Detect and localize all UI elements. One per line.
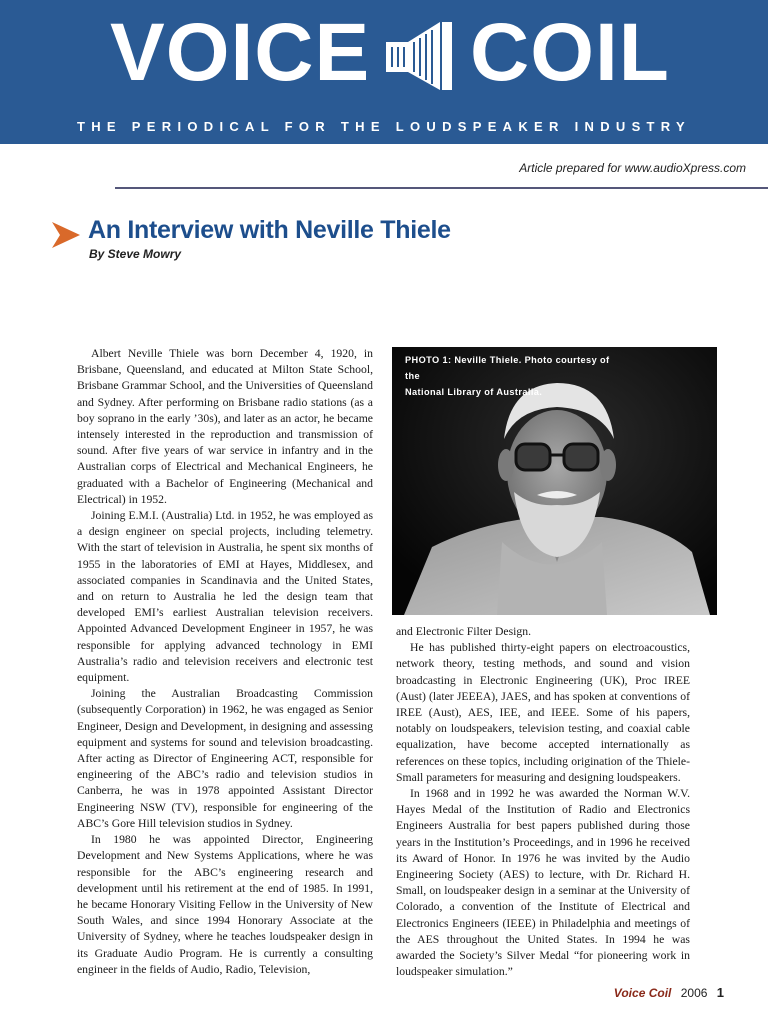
logo-text-voice: VOICE (110, 7, 371, 98)
header-divider (115, 187, 768, 189)
paragraph-emi: Joining E.M.I. (Australia) Ltd. in 1952, he was employed as a design engineer on special projects, including telemetry. With the start of television in Australia, he spent six months of 1955 in the laboratories of EMI at Hayes, Middlesex, and associated companies in Scandinavia and the United States, and on return to Australia he led the design team that developed EMI’s earliest Australian television receivers. Appointed Advanced Development Engineer in 1957, he was responsible for applying advanced technology in EMI Australia’s radio and television receivers and electronic test equipment. (77, 509, 373, 685)
footer-publication: Voice Coil (613, 986, 672, 1000)
article-source-note: Article prepared for www.audioXpress.com (519, 161, 746, 175)
page-number: 1 (716, 985, 724, 1000)
left-column (77, 346, 373, 978)
article-title: An Interview with Neville Thiele (88, 216, 451, 244)
paragraph-early-life: Albert Neville Thiele was born December 4, 1920, in Brisbane, Queensland, and educated at Milton State School, Brisbane Grammar School, and the Universities of Queensland and Sydney. After performing on Brisbane radio stations (as a boy soprano in the early ’30s), and later as an actor, he became intensely interested in the reproduction and transmission of sound. After five years of war service in infantry and in the Australian corps of Electrical and Mechanical Engineers, he graduated with a Bachelor of Engineering (Mechanical and Electrical) in 1952. (77, 347, 373, 506)
masthead-tagline: THE PERIODICAL FOR THE LOUDSPEAKER INDUSTRY (77, 119, 691, 134)
article-byline: By Steve Mowry (89, 247, 182, 261)
photo-caption-line-2: National Library of Australia. (405, 387, 543, 397)
speaker-logo-icon (384, 20, 460, 92)
photo-neville-thiele (392, 347, 717, 615)
masthead (0, 0, 768, 144)
right-column (396, 624, 690, 980)
footer-year: 2006 (680, 986, 708, 1000)
photo-caption-line-1: PHOTO 1: Neville Thiele. Photo courtesy of the (405, 355, 610, 381)
title-arrow-icon (52, 222, 80, 248)
paragraph-awards: In 1968 and in 1992 he was awarded the Norman W.V. Hayes Medal of the Institution of Radio and Electronics Engineers Australia for best papers published during those years in the Institution’s Proceedings, and in 1996 he received its Award of Honor. In 1976 he was invited by the Audio Engineering Society (AES) to lecture, with Dr. Richard H. Small, on loudspeaker design in a seminar at the University of Colorado, a convention of the Institute of Electrical and Electronics Engineers (IEEE) in Philadelphia and meetings of the AES throughout the United States. In 1994 he was awarded the Society’s Silver Medal “for pioneering work in loudspeaker simulation.” (396, 787, 690, 979)
paragraph-director: In 1980 he was appointed Director, Engineering Development and New Systems Applications, where he was responsible for the ABC’s engineering research and development until his retirement at the end of 1985. In 1991, he became Honorary Visiting Fellow in the University of New South Wales, and since 1994 Honorary Associate at the University of Sydney, where he teaches loudspeaker design in its Graduate Audio Program. He is currently a consulting engineer in the fields of Audio, Radio, Television, (77, 833, 373, 976)
logo-text-coil: COIL (470, 7, 670, 98)
paragraph-publications: He has published thirty-eight papers on electroacoustics, network theory, testing methods, and sound and vision broadcasting in Electronic Engineering (UK), Proc IREE (Aust) (later JEEEA), JAES, and has spoken at conventions of IREE (Aust), AES, IEE, and IEEE. Some of his papers, notably on loudspeakers, television testing, and coaxial cable equalization, have become accepted internationally as references on these topics, including origination of the Thiele-Small parameters for measuring and designing loudspeakers. (396, 641, 690, 784)
paragraph-abc: Joining the Australian Broadcasting Commission (subsequently Corporation) in 1962, he was engaged as Senior Engineer, Design and Development, in designing and assessing equipment and systems for sound and television broadcasting. After acting as Director of Engineering ACT, responsible for engineering of the ABC’s radio and television studios in Canberra, he was in 1978 appointed Assistant Director Engineering NSW (TV), responsible for engineering of the ABC’s Gore Hill television studios in Sydney. (77, 687, 373, 830)
paragraph-continued: and Electronic Filter Design. (396, 625, 532, 638)
page-footer (614, 985, 724, 1000)
photo-caption (405, 352, 625, 400)
